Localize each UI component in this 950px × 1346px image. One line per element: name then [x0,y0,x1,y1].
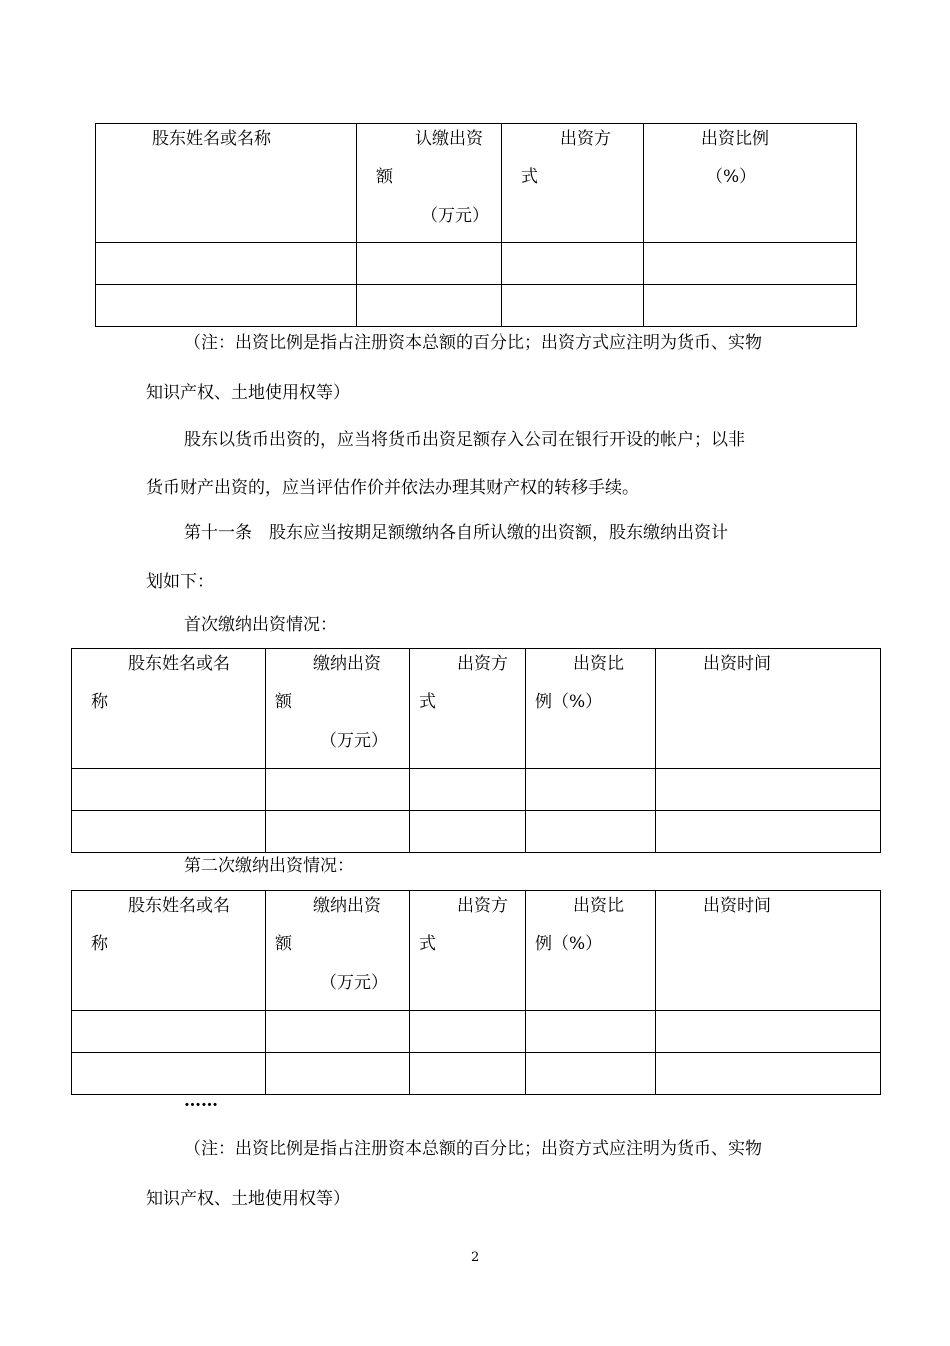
table-row [72,1053,881,1095]
header-cell-contribution-ratio [526,891,656,1011]
note-line: 知识产权、土地使用权等） [146,1189,350,1209]
table-cell[interactable] [410,1011,526,1053]
ellipsis: …… [184,1091,218,1111]
table-cell[interactable] [72,1053,266,1095]
table-cell[interactable] [410,769,526,811]
header-text: 股东姓名或名称 [152,129,271,149]
table-row [96,243,857,285]
first-payment-label: 首次缴纳出资情况： [184,615,337,635]
header-text: 例（%） [535,934,603,954]
header-text: 出资时间 [703,654,771,674]
table-cell[interactable] [502,285,644,327]
header-text: 出资时间 [703,896,771,916]
header-text: 出资方 [560,129,611,149]
header-text: 例（%） [535,692,603,712]
table-row [72,811,881,853]
table-row [72,769,881,811]
header-text: 式 [419,692,436,712]
paragraph-line: 货币财产出资的，应当评估作价并依法办理其财产权的转移手续。 [146,478,639,498]
table-cell[interactable] [526,769,656,811]
note-line: （注：出资比例是指占注册资本总额的百分比；出资方式应注明为货币、实物 [184,1139,762,1159]
table-row [72,1011,881,1053]
header-text: 称 [91,934,108,954]
header-cell-shareholder-name [72,649,266,769]
table-cell[interactable] [502,243,644,285]
table-cell[interactable] [656,811,881,853]
table-cell[interactable] [266,811,410,853]
header-cell-contribution-ratio [644,124,857,243]
table-cell[interactable] [96,285,357,327]
paragraph-line: 股东以货币出资的，应当将货币出资足额存入公司在银行开设的帐户；以非 [184,430,745,450]
table-row [96,285,857,327]
table-cell[interactable] [656,769,881,811]
shareholder-subscription-table [95,123,857,327]
header-text: 称 [91,692,108,712]
header-text: （万元） [320,973,388,993]
header-text: 额 [376,167,393,187]
table-cell[interactable] [644,243,857,285]
table-cell[interactable] [72,811,266,853]
article-eleven-line: 划如下： [146,572,214,592]
header-text: （%） [706,167,757,187]
header-text: （万元） [320,731,388,751]
header-cell-contribution-method [410,649,526,769]
header-cell-shareholder-name [72,891,266,1011]
header-text: 认缴出资 [415,129,483,149]
table-cell[interactable] [656,1053,881,1095]
table-cell[interactable] [266,1011,410,1053]
table-header-row [96,124,857,243]
header-text: 缴纳出资 [313,654,381,674]
header-cell-contribution-time [656,649,881,769]
second-payment-table [71,890,881,1095]
header-text: 出资比 [573,896,624,916]
table-cell[interactable] [526,811,656,853]
table-cell[interactable] [410,811,526,853]
table-cell[interactable] [526,1053,656,1095]
header-cell-contribution-method [410,891,526,1011]
header-text: 出资方 [457,896,508,916]
header-text: 式 [521,167,538,187]
table-cell[interactable] [526,1011,656,1053]
header-cell-shareholder-name [96,124,357,243]
table-cell[interactable] [656,1011,881,1053]
header-text: 出资方 [457,654,508,674]
table-cell[interactable] [644,285,857,327]
table-cell[interactable] [72,769,266,811]
table-cell[interactable] [266,1053,410,1095]
header-text: 股东姓名或名 [128,654,230,674]
header-cell-contribution-method [502,124,644,243]
header-cell-contribution-time [656,891,881,1011]
table-cell[interactable] [266,769,410,811]
table-cell[interactable] [357,285,502,327]
header-text: 缴纳出资 [313,896,381,916]
table-cell[interactable] [72,1011,266,1053]
header-text: 式 [419,934,436,954]
header-text: 股东姓名或名 [128,896,230,916]
header-text: 额 [275,692,292,712]
table-cell[interactable] [410,1053,526,1095]
table-header-row [72,891,881,1011]
note-line: 知识产权、土地使用权等） [146,383,350,403]
header-cell-paid-amount [266,891,410,1011]
page-number: 2 [471,1250,480,1265]
header-cell-subscribed-amount [357,124,502,243]
table-header-row [72,649,881,769]
table-cell[interactable] [96,243,357,285]
article-eleven-line: 第十一条 股东应当按期足额缴纳各自所认缴的出资额，股东缴纳出资计 [184,523,728,543]
header-cell-contribution-ratio [526,649,656,769]
header-text: 出资比 [573,654,624,674]
note-line: （注：出资比例是指占注册资本总额的百分比；出资方式应注明为货币、实物 [184,333,762,353]
header-text: （万元） [421,206,489,226]
second-payment-label: 第二次缴纳出资情况： [184,856,354,876]
first-payment-table [71,648,881,853]
header-cell-paid-amount [266,649,410,769]
table-cell[interactable] [357,243,502,285]
header-text: 出资比例 [701,129,769,149]
header-text: 额 [275,934,292,954]
